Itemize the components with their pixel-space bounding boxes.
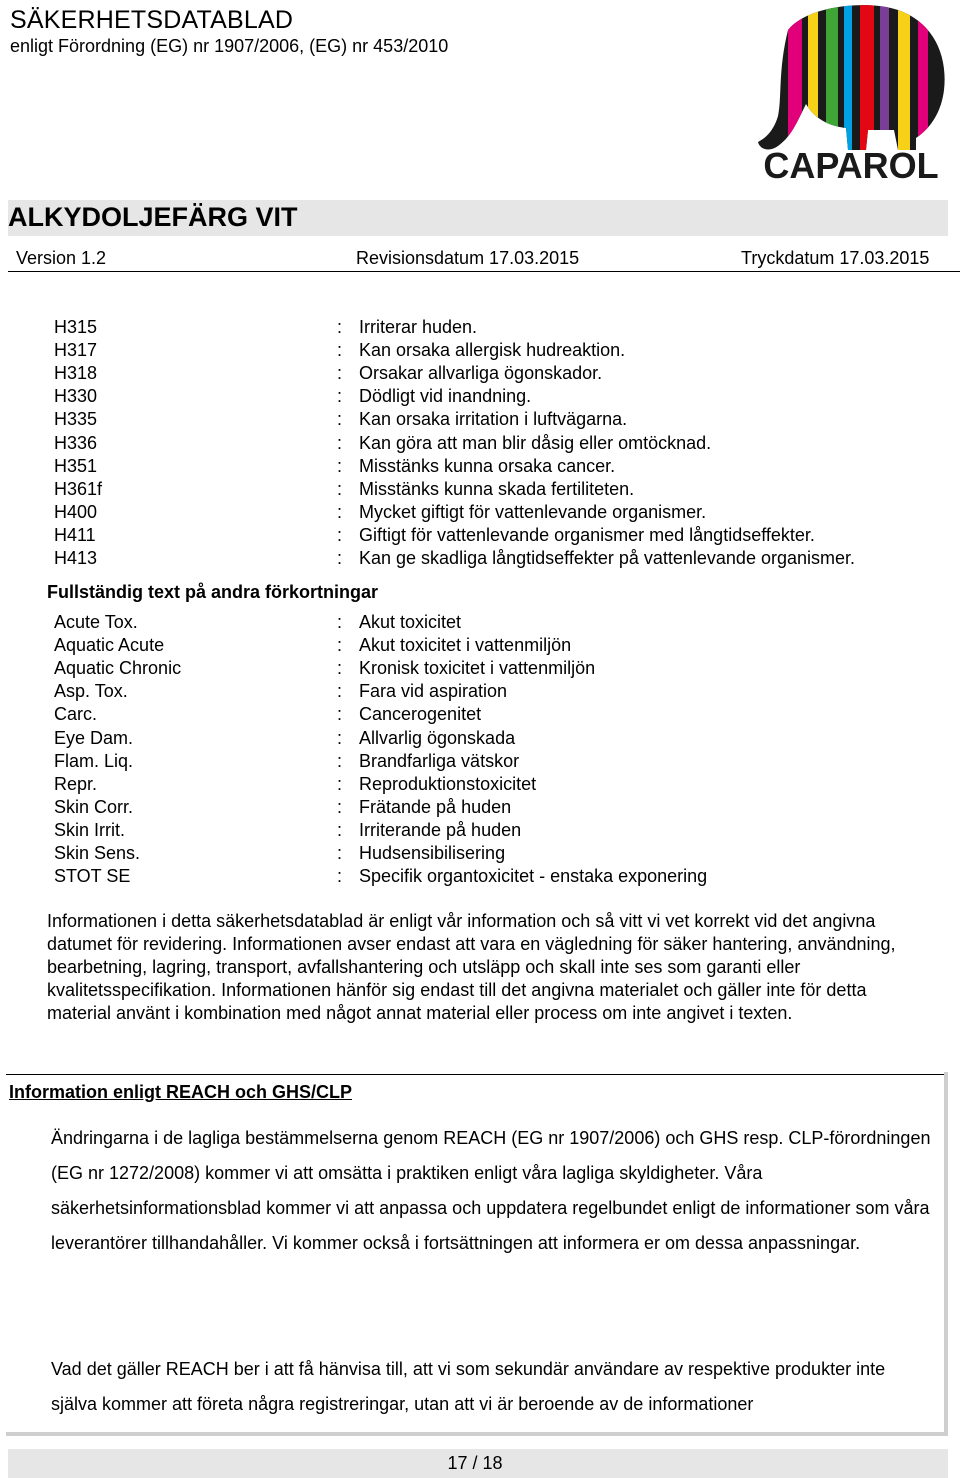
row-separator: : xyxy=(337,773,343,794)
row-separator: : xyxy=(337,340,343,361)
h-statement-row xyxy=(0,385,960,408)
abbreviation-row xyxy=(0,703,960,726)
row-code: Aquatic Chronic xyxy=(54,658,182,679)
row-code: Carc. xyxy=(54,704,98,725)
row-separator: : xyxy=(337,524,343,545)
row-separator: : xyxy=(337,727,343,748)
row-code: H335 xyxy=(54,409,98,430)
row-code: STOT SE xyxy=(54,866,131,887)
h-statement-row xyxy=(0,339,960,362)
abbreviations-heading: Fullständig text på andra förkortningar xyxy=(47,582,379,602)
abbreviation-row xyxy=(0,796,960,819)
row-description: Hudsensibilisering xyxy=(359,843,506,863)
document-subtitle: enligt Förordning (EG) nr 1907/2006, (EG) nr 453/2010 xyxy=(10,36,449,56)
abbreviation-row xyxy=(0,819,960,842)
row-separator: : xyxy=(337,363,343,384)
h-statement-row xyxy=(0,316,960,339)
row-separator: : xyxy=(337,432,343,453)
row-code: Eye Dam. xyxy=(54,727,134,748)
row-description: Frätande på huden xyxy=(359,796,512,817)
revision-date: Revisionsdatum 17.03.2015 xyxy=(356,248,580,268)
reach-heading: Information enligt REACH och GHS/CLP xyxy=(9,1082,353,1102)
row-separator: : xyxy=(337,386,343,407)
row-code: H330 xyxy=(54,386,98,407)
row-code: Asp. Tox. xyxy=(54,681,128,702)
row-code: H400 xyxy=(54,501,98,522)
row-separator: : xyxy=(337,455,343,476)
row-description: Brandfarliga vätskor xyxy=(359,750,520,771)
row-separator: : xyxy=(337,635,343,656)
row-code: H318 xyxy=(54,363,98,384)
abbreviation-row xyxy=(0,611,960,634)
box-shadow-right xyxy=(944,1072,948,1434)
row-separator: : xyxy=(337,317,343,337)
product-name: ALKYDOLJEFÄRG VIT xyxy=(8,202,298,232)
abbreviation-row xyxy=(0,842,960,865)
row-separator: : xyxy=(337,409,343,430)
abbreviation-row xyxy=(0,680,960,703)
h-statement-row xyxy=(0,524,960,547)
reach-paragraph-1: Ändringarna i de lagliga bestämmelserna genom REACH (EG nr 1907/2006) och GHS resp. CLP-förordningen (EG nr 1272/2008) kommer vi att omsätta i praktiken enligt våra lagliga skyldigheter. Våra säkerhetsinformationsblad kommer vi att anpassa och uppdatera regelbundet enligt de informationer som våra leverantörer tillhandahåller. Vi kommer också i fortsättningen att informera er om dessa anpassningar. xyxy=(51,1128,931,1253)
row-description: Fara vid aspiration xyxy=(359,681,508,702)
row-code: Acute Tox. xyxy=(54,612,138,632)
row-description: Cancerogenitet xyxy=(359,704,482,725)
row-description: Irriterande på huden xyxy=(359,819,522,840)
disclaimer-text: Informationen i detta säkerhetsdatablad är enligt vår information och så vitt vi vet korrekt vid det angivna datumet för revidering. Informationen avser endast att vara en vägledning för säker hantering, användning, bearbetning, lagring, transport, avfallshantering och utsläpp och skall inte ses som garanti eller kvalitetsspecifikation. Informationen hänför sig endast till det angivna materialet och gäller inte för detta material använt i kombination med något annat material eller process om inte angivet i texten. xyxy=(47,911,896,1023)
print-date: Tryckdatum 17.03.2015 xyxy=(741,248,930,268)
abbreviation-row xyxy=(0,750,960,773)
row-description: Mycket giftigt för vattenlevande organismer. xyxy=(359,501,707,522)
row-code: Skin Corr. xyxy=(54,796,134,817)
caparol-logo xyxy=(748,0,954,190)
row-description: Kan orsaka irritation i luftvägarna. xyxy=(359,409,628,430)
row-separator: : xyxy=(337,612,343,632)
row-separator: : xyxy=(337,866,343,887)
header-divider xyxy=(8,271,960,272)
row-code: H336 xyxy=(54,432,98,453)
row-separator: : xyxy=(337,819,343,840)
row-code: H317 xyxy=(54,340,98,361)
row-description: Kronisk toxicitet i vattenmiljön xyxy=(359,658,596,679)
row-description: Akut toxicitet i vattenmiljön xyxy=(359,635,572,656)
document-title: SÄKERHETSDATABLAD xyxy=(10,6,294,34)
row-separator: : xyxy=(337,658,343,679)
row-code: H361f xyxy=(54,478,103,499)
row-separator: : xyxy=(337,478,343,499)
h-statement-row xyxy=(0,478,960,501)
reach-paragraph-2: Vad det gäller REACH ber i att få hänvisa till, att vi som sekundär användare av respektive produkter inte själva kommer att företa några registreringar, utan att vi är beroende av de informationer xyxy=(51,1359,886,1414)
row-description: Reproduktionstoxicitet xyxy=(359,773,537,794)
h-statement-row xyxy=(0,501,960,524)
version-label: Version 1.2 xyxy=(16,248,107,268)
page-number: 17 / 18 xyxy=(447,1453,503,1473)
row-separator: : xyxy=(337,501,343,522)
row-code: Aquatic Acute xyxy=(54,635,165,656)
row-description: Orsakar allvarliga ögonskador. xyxy=(359,363,603,384)
box-shadow-bottom xyxy=(6,1432,948,1436)
row-separator: : xyxy=(337,704,343,725)
row-code: H351 xyxy=(54,455,98,476)
logo-wordmark: CAPAROL xyxy=(763,145,939,186)
row-description: Dödligt vid inandning. xyxy=(359,386,532,407)
row-description: Kan orsaka allergisk hudreaktion. xyxy=(359,340,626,361)
h-statement-row xyxy=(0,432,960,455)
h-statement-row xyxy=(0,547,960,570)
abbreviation-row xyxy=(0,727,960,750)
row-separator: : xyxy=(337,548,343,568)
row-separator: : xyxy=(337,750,343,771)
row-code: H411 xyxy=(54,524,96,545)
row-description: Akut toxicitet xyxy=(359,612,462,632)
row-separator: : xyxy=(337,681,343,702)
row-description: Allvarlig ögonskada xyxy=(359,727,516,748)
row-description: Kan göra att man blir dåsig eller omtöcknad. xyxy=(359,432,712,453)
row-description: Specifik organtoxicitet - enstaka exponering xyxy=(359,866,708,887)
abbreviation-row xyxy=(0,657,960,680)
abbreviation-row xyxy=(0,634,960,657)
row-description: Giftigt för vattenlevande organismer med långtidseffekter. xyxy=(359,524,815,545)
row-separator: : xyxy=(337,843,343,863)
h-statement-row xyxy=(0,362,960,385)
row-separator: : xyxy=(337,796,343,817)
row-code: H315 xyxy=(54,317,98,337)
row-code: Skin Sens. xyxy=(54,843,141,863)
row-code: Repr. xyxy=(54,773,98,794)
row-code: Skin Irrit. xyxy=(54,819,126,840)
row-code: Flam. Liq. xyxy=(54,750,134,771)
h-statement-row xyxy=(0,408,960,431)
row-description: Misstänks kunna skada fertiliteten. xyxy=(359,478,635,499)
abbreviation-row xyxy=(0,865,960,888)
abbreviation-row xyxy=(0,773,960,796)
h-statement-row xyxy=(0,455,960,478)
row-description: Irriterar huden. xyxy=(359,317,478,337)
row-description: Misstänks kunna orsaka cancer. xyxy=(359,455,616,476)
row-code: H413 xyxy=(54,548,98,568)
row-description: Kan ge skadliga långtidseffekter på vattenlevande organismer. xyxy=(359,548,855,568)
